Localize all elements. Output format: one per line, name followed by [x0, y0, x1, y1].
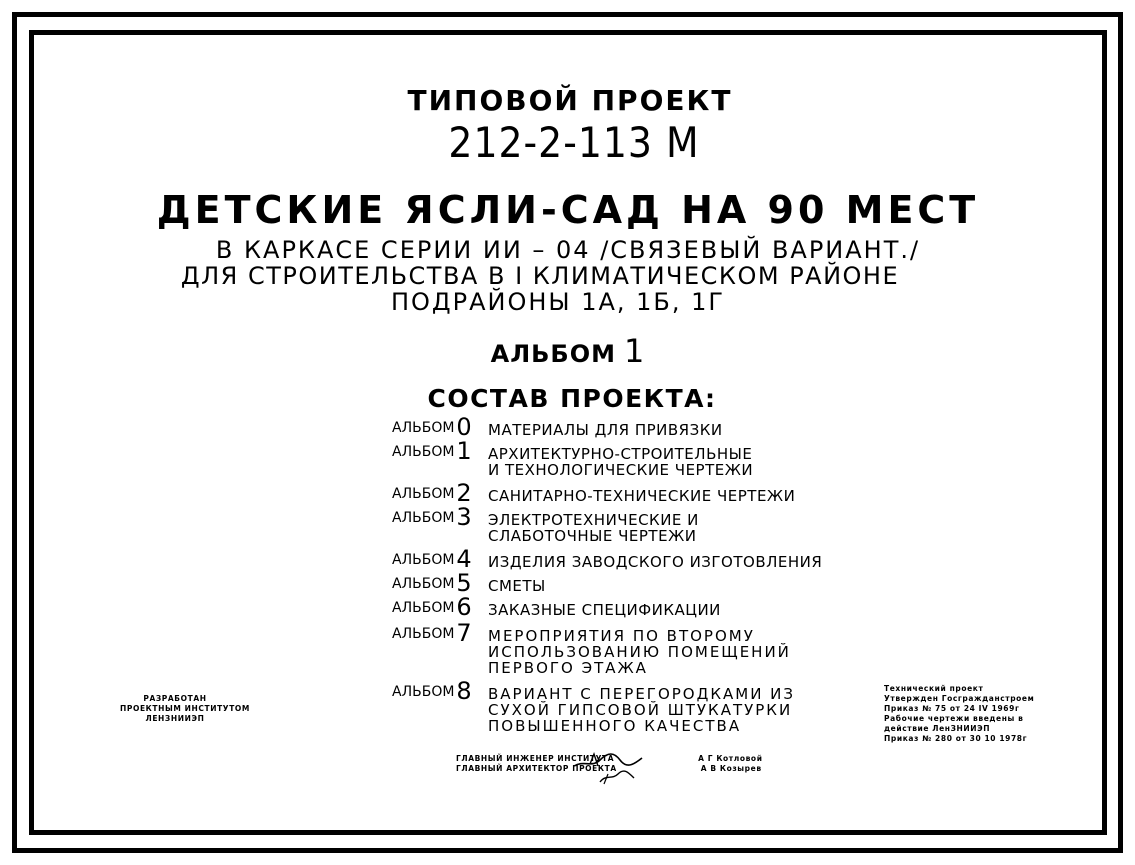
album-item-number: 5: [456, 569, 472, 597]
list-item: [392, 593, 852, 621]
album-item-number: 0: [456, 413, 472, 441]
composition-heading: СОСТАВ ПРОЕКТА:: [427, 384, 717, 413]
item-text: СЛАБОТОЧНЫЕ ЧЕРТЕЖИ: [488, 527, 697, 545]
approval-line: Утвержден Госгражданстроем: [884, 694, 1035, 703]
approval-line: Рабочие чертежи введены в: [884, 714, 1024, 723]
album-item-number: 6: [456, 593, 472, 621]
album-word: АЛЬБОМ: [392, 600, 455, 616]
album-word: АЛЬБОМ: [392, 486, 455, 502]
project-kind: ТИПОВОЙ ПРОЕКТ: [407, 84, 733, 117]
item-text: ЗАКАЗНЫЕ СПЕЦИФИКАЦИИ: [488, 601, 721, 619]
list-item: [392, 503, 852, 545]
developer-line: ЛЕНЗНИИЭП: [145, 714, 205, 723]
list-item: [392, 677, 852, 735]
handwritten-signature-icon: [570, 748, 660, 788]
item-text: АРХИТЕКТУРНО-СТРОИТЕЛЬНЫЕ: [488, 445, 753, 463]
album-item-number: 2: [456, 479, 472, 507]
album-word: АЛЬБОМ: [392, 576, 455, 592]
item-text: ЭЛЕКТРОТЕХНИЧЕСКИЕ И: [488, 511, 699, 529]
list-item: [392, 479, 852, 507]
chief-architect-name: А В Козырев: [700, 764, 762, 773]
list-item: [392, 413, 852, 441]
album-item-number: 4: [456, 545, 472, 573]
album-word: АЛЬБОМ: [392, 684, 455, 700]
approval-line: Приказ № 280 от 30 10 1978г: [884, 734, 1028, 743]
album-item-number: 7: [456, 619, 472, 647]
developer-line: ПРОЕКТНЫМ ИНСТИТУТОМ: [120, 704, 250, 713]
album-word: АЛЬБОМ: [392, 510, 455, 526]
album-word: АЛЬБОМ: [392, 444, 455, 460]
album-number: [491, 332, 646, 370]
chief-engineer-name: А Г Котловой: [698, 754, 763, 763]
item-text: ИСПОЛЬЗОВАНИЮ ПОМЕЩЕНИЙ: [488, 643, 791, 661]
item-text: ПОВЫШЕННОГО КАЧЕСТВА: [488, 717, 742, 735]
album-item-number: 3: [456, 503, 472, 531]
item-text: И ТЕХНОЛОГИЧЕСКИЕ ЧЕРТЕЖИ: [488, 461, 754, 479]
list-item: [392, 569, 852, 597]
subtitle-line-2: ДЛЯ СТРОИТЕЛЬСТВА В I КЛИМАТИЧЕСКОМ РАЙОНЕ: [180, 262, 900, 290]
item-text: САНИТАРНО-ТЕХНИЧЕСКИЕ ЧЕРТЕЖИ: [488, 487, 796, 505]
album-label: АЛЬБОМ: [490, 340, 617, 368]
item-text: СМЕТЫ: [488, 577, 546, 595]
album-digit: 1: [624, 332, 646, 370]
project-number: 212-2-113 М: [448, 118, 700, 167]
item-text: ВАРИАНТ С ПЕРЕГОРОДКАМИ ИЗ: [488, 685, 796, 703]
approval-line: Технический проект: [884, 684, 984, 693]
item-text: ПЕРВОГО ЭТАЖА: [488, 659, 648, 677]
album-item-number: 1: [456, 437, 472, 465]
album-word: АЛЬБОМ: [392, 626, 455, 642]
album-item-number: 8: [456, 677, 472, 705]
developer-note: [120, 694, 250, 724]
list-item: [392, 545, 852, 573]
album-word: АЛЬБОМ: [392, 420, 455, 436]
approval-line: действие ЛенЗНИИЭП: [884, 724, 991, 733]
approval-line: Приказ № 75 от 24 IV 1969г: [884, 704, 1020, 713]
approval-note: [884, 684, 1035, 744]
album-word: АЛЬБОМ: [392, 552, 455, 568]
item-text: СУХОЙ ГИПСОВОЙ ШТУКАТУРКИ: [488, 701, 793, 719]
composition-list: [392, 413, 852, 735]
subtitle-line-3: ПОДРАЙОНЫ 1А, 1Б, 1Г: [390, 288, 726, 316]
list-item: [392, 619, 852, 677]
item-text: МАТЕРИАЛЫ ДЛЯ ПРИВЯЗКИ: [488, 421, 723, 439]
developer-line: РАЗРАБОТАН: [143, 694, 207, 703]
chief-engineer-role: ГЛАВНЫЙ ИНЖЕНЕР ИНСТИТУТА: [456, 754, 615, 763]
chief-architect-role: ГЛАВНЫЙ АРХИТЕКТОР ПРОЕКТА: [456, 764, 617, 773]
list-item: [392, 437, 852, 479]
project-title: ДЕТСКИЕ ЯСЛИ-САД НА 90 МЕСТ: [156, 188, 980, 232]
item-text: МЕРОПРИЯТИЯ ПО ВТОРОМУ: [488, 627, 755, 645]
item-text: ИЗДЕЛИЯ ЗАВОДСКОГО ИЗГОТОВЛЕНИЯ: [488, 553, 823, 571]
subtitle-line-1: В КАРКАСЕ СЕРИИ ИИ – 04 /СВЯЗЕВЫЙ ВАРИАНТ./: [215, 236, 921, 264]
